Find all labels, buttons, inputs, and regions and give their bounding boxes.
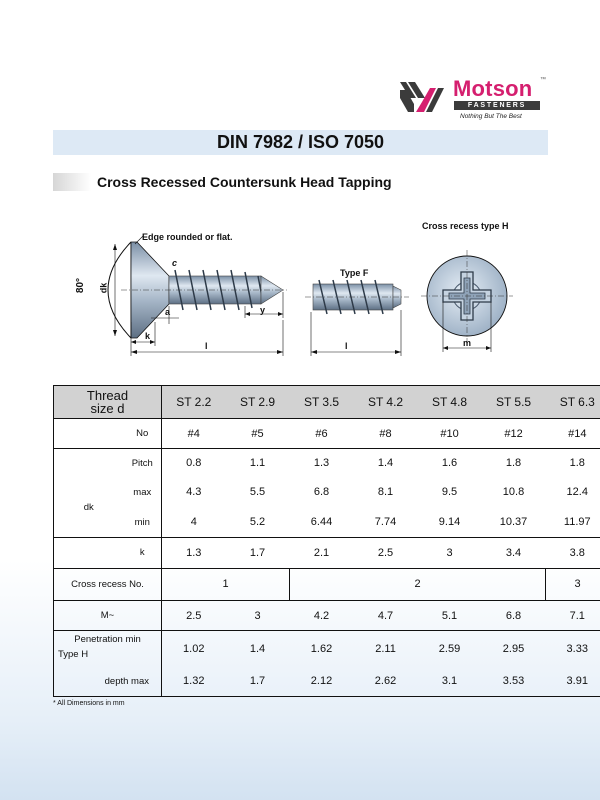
type-f-label: Type F xyxy=(340,268,369,278)
table-row-depth-max xyxy=(54,666,600,696)
table-cell: 8.1 xyxy=(377,486,394,499)
table-cell: 4.3 xyxy=(186,486,202,499)
a-dimension-label: a xyxy=(165,307,171,317)
table-cell: 12.4 xyxy=(546,477,600,507)
table-header-row xyxy=(54,386,600,419)
thread-size-header-line1: Thread xyxy=(86,388,129,403)
row-spacer xyxy=(54,419,124,449)
row-label-dk-max: max xyxy=(124,477,162,507)
table-cell: 2.5 xyxy=(162,600,226,630)
size-header-st22: ST 2.2 xyxy=(162,386,226,419)
technical-drawing xyxy=(55,210,555,370)
page-title: DIN 7982 / ISO 7050 xyxy=(216,132,385,152)
table-cell: #8 xyxy=(354,419,418,449)
table-cell: 2.12 xyxy=(290,666,354,696)
type-f-screw-view xyxy=(305,280,409,356)
size-header-st48: ST 4.8 xyxy=(418,386,482,419)
table-cell: 10.37 xyxy=(482,507,546,537)
table-cell: 1 xyxy=(162,568,290,600)
table-row-pitch xyxy=(54,449,600,477)
size-header-st55: ST 5.5 xyxy=(482,386,546,419)
table-cell: 2.5 xyxy=(354,538,418,568)
table-row-no xyxy=(54,419,600,449)
brand-trademark: ™ xyxy=(540,77,546,83)
table-cell: 3.53 xyxy=(482,666,546,696)
table-cell: #5 xyxy=(226,419,290,449)
table-cell: 0.8 xyxy=(162,449,226,477)
dk-dimension-label: dk xyxy=(98,282,109,294)
table-row-cross-recess xyxy=(54,568,600,600)
motson-logo-mark-icon xyxy=(400,78,446,112)
table-row-dk-min xyxy=(54,507,600,537)
table-cell: 4.2 xyxy=(290,600,354,630)
table-cell: 1.4 xyxy=(226,631,290,666)
table-cell: 4 xyxy=(162,507,226,537)
table-cell: 1.6 xyxy=(418,449,482,477)
row-label-dk: dk xyxy=(54,477,124,538)
table-cell: 9.5 xyxy=(441,486,458,499)
type-h-label: Type H xyxy=(58,649,89,661)
row-spacer xyxy=(54,449,124,477)
table-cell: 11.97 xyxy=(546,507,600,537)
thread-size-header xyxy=(54,386,162,419)
brand-subtitle: FASTENERS xyxy=(467,102,527,109)
brand-tagline: Nothing But The Best xyxy=(460,113,522,120)
row-label-cross-recess: Cross recess No. xyxy=(54,568,162,600)
l-dimension-label: l xyxy=(205,341,208,351)
table-cell: 3 xyxy=(546,568,600,600)
table-cell: #10 xyxy=(418,419,482,449)
table-cell: 1.7 xyxy=(226,538,290,568)
row-label-pitch: Pitch xyxy=(124,449,162,477)
countersunk-screw-side-view xyxy=(108,236,287,356)
table-cell: 2.1 xyxy=(290,538,354,568)
penetration-min-label: Penetration min xyxy=(74,634,141,646)
cross-recess-head-view xyxy=(421,250,513,352)
row-spacer xyxy=(54,538,124,568)
table-row-dk-max xyxy=(54,477,600,507)
k-dimension-label: k xyxy=(145,331,151,341)
table-cell: 6.8 xyxy=(313,486,330,499)
size-header-st35: ST 3.5 xyxy=(290,386,354,419)
brand-name: Motson xyxy=(453,76,533,101)
table-cell: 1.02 xyxy=(162,631,226,666)
table-cell: 3.8 xyxy=(546,538,600,568)
row-label-m: M~ xyxy=(54,600,162,630)
y-dimension-label: y xyxy=(260,305,266,315)
table-cell: 1.4 xyxy=(354,449,418,477)
angle-label: 80° xyxy=(75,277,87,294)
thread-size-header-line2: size d xyxy=(90,401,125,416)
table-cell: 5.2 xyxy=(226,507,290,537)
table-cell: 3 xyxy=(418,538,482,568)
table-cell: 2.59 xyxy=(418,631,482,666)
table-cell: 2.62 xyxy=(354,666,418,696)
table-cell: 3.33 xyxy=(546,631,600,666)
c-dimension-label: c xyxy=(172,258,178,268)
row-label-no: No xyxy=(124,419,162,449)
table-cell: 3.4 xyxy=(482,538,546,568)
table-cell: 2.95 xyxy=(482,631,546,666)
section-title: Cross Recessed Countersunk Head Tapping xyxy=(97,174,392,190)
table-cell: 5.5 xyxy=(249,486,266,499)
size-header-st42: ST 4.2 xyxy=(354,386,418,419)
type-f-l-dimension-label: l xyxy=(345,341,348,351)
page-title-bar xyxy=(53,130,548,155)
table-cell: 3 xyxy=(226,600,290,630)
table-cell: 1.62 xyxy=(290,631,354,666)
table-row-m xyxy=(54,600,600,630)
table-cell: 1.3 xyxy=(290,449,354,477)
table-cell: #6 xyxy=(290,419,354,449)
table-cell: #14 xyxy=(546,419,600,449)
table-row-penetration-min xyxy=(54,631,600,666)
footnote: * All Dimensions in mm xyxy=(53,700,125,707)
table-cell: 2.11 xyxy=(354,631,418,666)
table-cell: 6.8 xyxy=(482,600,546,630)
row-label-k: k xyxy=(124,538,162,568)
table-cell: 3.91 xyxy=(546,666,600,696)
table-cell: 1.32 xyxy=(162,666,226,696)
size-header-st29: ST 2.9 xyxy=(226,386,290,419)
edge-note-label: Edge rounded or flat. xyxy=(142,232,233,242)
table-cell: 10.8 xyxy=(502,486,525,499)
table-row-k xyxy=(54,538,600,568)
table-cell: 1.8 xyxy=(546,449,600,477)
cross-recess-type-h-label: Cross recess type H xyxy=(422,221,509,231)
row-label-penetration-min xyxy=(54,631,162,666)
table-cell: 5.1 xyxy=(418,600,482,630)
table-cell: #12 xyxy=(482,419,546,449)
row-label-depth-max: depth max xyxy=(54,666,162,696)
table-cell: 9.14 xyxy=(418,507,482,537)
table-cell: 4.7 xyxy=(354,600,418,630)
brand-logo xyxy=(400,75,560,125)
table-cell: 3.1 xyxy=(418,666,482,696)
table-cell: 7.74 xyxy=(354,507,418,537)
table-cell: 6.44 xyxy=(290,507,354,537)
table-cell: #4 xyxy=(162,419,226,449)
table-cell: 7.1 xyxy=(546,600,600,630)
table-cell: 1.1 xyxy=(226,449,290,477)
m-dimension-label: m xyxy=(463,338,472,348)
screw-drawing-svg xyxy=(55,210,555,370)
table-cell: 1.8 xyxy=(482,449,546,477)
table-cell: 1.3 xyxy=(162,538,226,568)
size-header-st63: ST 6.3 xyxy=(546,386,600,419)
dimensions-table xyxy=(53,385,600,697)
row-label-dk-min: min xyxy=(124,507,162,537)
section-heading-accent xyxy=(53,173,91,191)
table-cell: 1.7 xyxy=(226,666,290,696)
table-cell: 2 xyxy=(290,568,546,600)
